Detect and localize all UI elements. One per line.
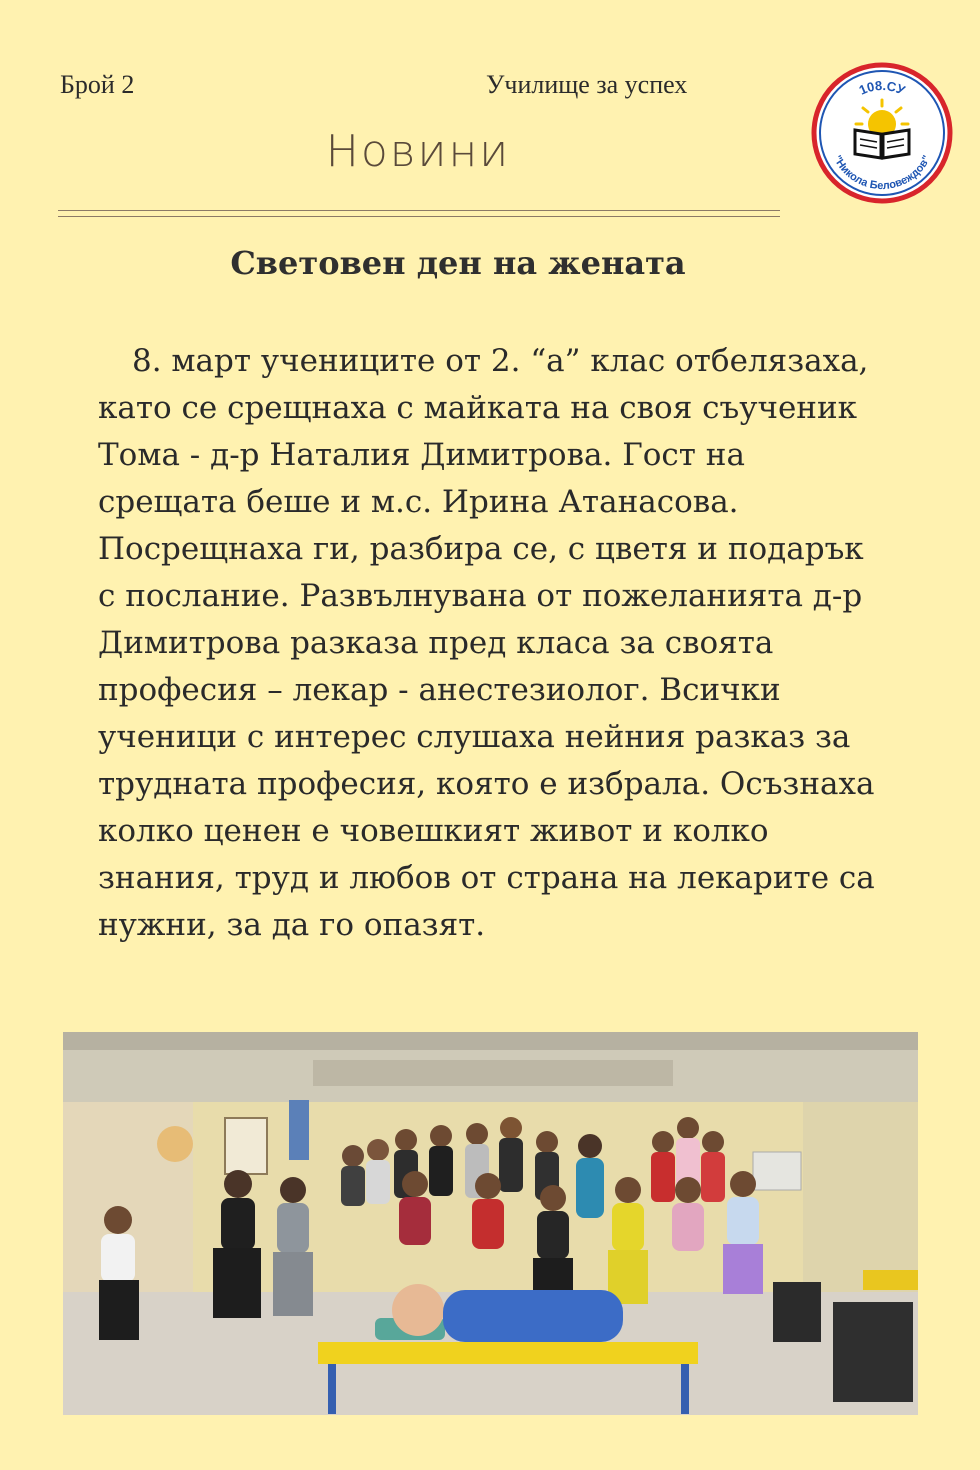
class-photo-image: [63, 1032, 918, 1415]
school-logo-graphic: [811, 62, 953, 204]
class-photo: [63, 1032, 918, 1415]
book-icon: [855, 130, 909, 158]
logo-top-text: 108.СУ: [856, 77, 908, 98]
article-body: 8. март учениците от 2. “а” клас отбелязаха, като се срещнаха с майката на своя съученик Тома - д-р Наталия Димитрова. Гост на срещата беше и м.с. Ирина Атанасова. Посрещнаха ги, разбира се, с цветя и подарък с послание. Развълнувана от пожеланията д-р Димитрова разказа пред класа за своята професия – лекар - анестезиолог. Всички ученици с интерес слушаха нейния разказ за трудната професия, която е избрала. Осъзнаха колко ценен е човешкият живот и колко знания, труд и любов от страна на лекарите са нужни, за да го опазят.: [98, 343, 875, 943]
school-slogan: Училище за успех: [486, 70, 688, 99]
section-title: Новини: [325, 126, 511, 177]
header-divider-bottom: [58, 216, 780, 217]
school-logo: [811, 62, 953, 204]
issue-number: Брой 2: [60, 70, 135, 99]
article-title: Световен ден на жената: [230, 244, 686, 282]
header-divider-top: [58, 210, 780, 211]
logo-bottom-text: "Никола Беловеждов": [830, 153, 934, 193]
